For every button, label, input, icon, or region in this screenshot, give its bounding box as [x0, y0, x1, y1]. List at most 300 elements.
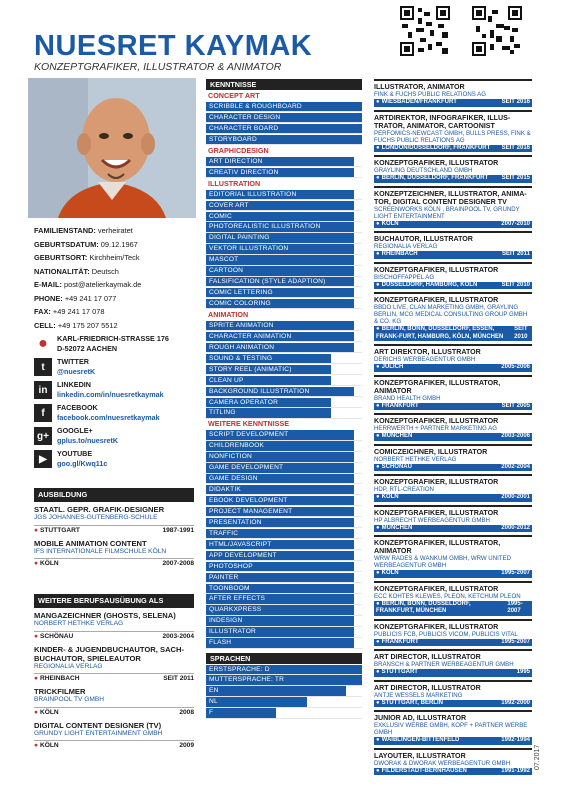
skill-bar — [206, 452, 362, 462]
contact-title: TWITTER — [57, 357, 89, 366]
job-title: KONZEPTGRAFIKER, ILLUSTRATOR — [374, 155, 532, 167]
personal-value: post@atelierkaymak.de — [63, 280, 142, 289]
job-entry — [374, 581, 532, 617]
job-title: ILLUSTRATOR, ANIMATOR — [374, 79, 532, 91]
entry-years: 1987-1991 — [162, 526, 194, 534]
entry-place: ● SCHÖNAU — [34, 632, 74, 640]
education-section — [34, 488, 194, 569]
skill-bar — [206, 102, 362, 112]
job-place: ● WIESBADEN/FRANKFURT — [376, 99, 457, 105]
job-place: ● KÖLN — [376, 494, 399, 500]
skill-label: STORYBOARD — [209, 135, 257, 143]
list-item — [34, 608, 194, 642]
contact-value: D-52072 AACHEN — [57, 343, 118, 353]
personal-value: 09.12.1967 — [100, 239, 138, 249]
job-years: 2003-2006 — [501, 433, 530, 439]
languages-heading: SPRACHEN — [206, 653, 362, 664]
skill-label: CARTOON — [209, 267, 244, 275]
skill-bar — [206, 638, 362, 648]
contact-text — [57, 449, 107, 468]
skill-bar — [206, 190, 362, 200]
location-pin-icon: ● — [376, 699, 380, 706]
skill-label: FLASH — [209, 639, 232, 647]
entry-place: ● KÖLN — [34, 708, 59, 716]
contact-row[interactable] — [34, 426, 194, 445]
entry-footer — [34, 740, 194, 751]
job-company: ANTJE WESSELS MARKETING — [374, 691, 463, 699]
personal-label: GEBURTSDATUM: — [34, 239, 99, 249]
contact-value[interactable]: goo.gl/Kwq11c — [57, 458, 108, 468]
skill-label: ART DIRECTION — [209, 157, 263, 165]
job-title: KONZEPTGRAFIKER, ILLUSTRATOR — [374, 292, 532, 304]
job-company: SCREENWORKS KÖLN , BRAINPOOL TV, GRUNDY LIGHT ENTERTAINMENT — [374, 205, 520, 220]
entry-institution: REGIONALIA VERLAG — [34, 662, 103, 670]
contact-value[interactable]: linkedin.com/in/nuesretkaymak — [57, 389, 164, 399]
job-footer — [374, 525, 532, 533]
skill-bar — [206, 697, 362, 707]
personal-row — [34, 292, 194, 306]
job-place: ● LONDON/DÜSSELDORF, FRANKFURT — [376, 144, 491, 151]
skill-category: ANIMATION — [208, 309, 249, 319]
skill-bar — [206, 222, 362, 232]
skill-label: COMIC COLORING — [209, 300, 271, 307]
job-years: SEIT 2016 — [501, 99, 530, 105]
skill-label: FALSIFICATION (STYLE ADAPTION) — [209, 278, 326, 286]
job-entry — [374, 110, 532, 154]
job-place: ● WAIBLINGEN-BITTENFELD — [376, 737, 460, 743]
job-years: SEIT 2016 — [501, 144, 530, 151]
skill-label: AFTER EFFECTS — [209, 595, 266, 603]
skill-category: WEITERE KENNTNISSE — [208, 419, 290, 429]
location-pin-icon: ● — [376, 638, 380, 645]
job-entry — [374, 535, 532, 579]
skill-label: STORY REEL (ANIMATIC) — [209, 365, 292, 373]
youtube-icon: ▶ — [34, 450, 52, 468]
contact-row[interactable] — [34, 334, 194, 353]
job-footer — [374, 601, 532, 616]
list-item — [34, 684, 194, 718]
skill-label: EDITORIAL ILLUSTRATION — [209, 190, 297, 198]
job-company: REGIONALIA VERLAG — [374, 243, 438, 250]
entry-title: KINDER- & JUGENDBUCHAUTOR, SACH-BUCHAUTOR, SPIELEAUTOR — [34, 644, 185, 663]
job-place: ● MÜNCHEN — [376, 433, 413, 439]
personal-label: NATIONALITÄT: — [34, 266, 90, 276]
entry-institution: IFS INTERNATIONALE FILMSCHULE KÖLN — [34, 547, 167, 555]
skill-label: SCRIBBLE & ROUGHBOARD — [209, 103, 302, 110]
job-title: COMICZEICHNER, ILLUSTRATOR — [374, 444, 532, 456]
personal-row — [34, 251, 194, 265]
skill-bar — [206, 124, 362, 134]
skill-bar — [206, 616, 362, 626]
skill-label: COMIC LETTERING — [209, 289, 273, 297]
entry-footer — [34, 558, 194, 569]
skill-label: INDESIGN — [209, 617, 243, 625]
contact-text — [57, 357, 95, 376]
skill-label: F — [209, 709, 214, 717]
skill-label: EBOOK DEVELOPMENT — [209, 497, 288, 504]
skill-label: QUARKXPRESS — [209, 606, 262, 614]
job-company: WRW RADES & WANKUM GMBH, WRW UNITED WERBEAGENTUR GMBH — [374, 555, 511, 569]
job-footer — [374, 669, 532, 677]
skill-label: SCRIPT DEVELOPMENT — [209, 431, 289, 439]
job-years: 1995-2007 — [507, 600, 523, 614]
contact-title: FACEBOOK — [57, 403, 98, 412]
location-pin-icon: ● — [376, 463, 380, 470]
job-footer — [374, 282, 532, 290]
entry-footer — [34, 631, 194, 642]
job-place: ● KÖLN — [376, 570, 399, 576]
job-title: LAYOUTER, ILLUSTRATOR — [374, 748, 532, 760]
job-company: NORBERT HETHKE VERLAG — [374, 455, 457, 463]
skill-label: NONFICTION — [209, 453, 253, 461]
job-title: ART DIRECTOR, ILLUSTRATOR — [374, 649, 532, 661]
skill-bar-fill — [206, 686, 346, 695]
personal-label: FAX: — [34, 307, 51, 316]
job-title: KONZEPTGRAFIKER, ILLUSTRATOR, ANIMATOR — [374, 535, 532, 555]
job-footer — [374, 433, 532, 441]
skill-bar — [206, 430, 362, 440]
location-pin-icon: ● — [376, 99, 380, 105]
skill-bar — [206, 365, 362, 375]
skill-label: COMIC — [209, 212, 232, 220]
location-pin-icon: ● — [376, 175, 380, 181]
job-years: SEIT 2011 — [501, 251, 530, 257]
skill-bar — [206, 233, 362, 243]
entry-institution: GRUNDY LIGHT ENTERTAINMENT GMBH — [34, 729, 163, 737]
job-years: SEIT 2010 — [501, 281, 530, 288]
entry-years: SEIT 2011 — [163, 675, 194, 682]
job-title: KONZEPTZEICHNER, ILLUSTRATOR, ANIMA-TOR, DIGITAL CONTENT DESIGNER TV — [374, 186, 532, 206]
location-pin-icon: ● — [376, 494, 380, 500]
skill-label: MASCOT — [209, 256, 239, 264]
location-pin-icon: ● — [34, 742, 38, 749]
job-title: KONZEPTGRAFIKER, ILLUSTRATOR — [374, 413, 532, 425]
skill-label: GAME DESIGN — [209, 475, 258, 483]
job-company: EXKLUSIV WERBE GMBH, KOPF + PARTNER WERBE GMBH — [374, 722, 528, 736]
entry-title: MOBILE ANIMATION CONTENT — [34, 538, 147, 548]
job-footer — [374, 768, 532, 776]
job-years: 1992-1994 — [501, 737, 530, 743]
skill-label: COVER ART — [209, 201, 249, 209]
skill-bar — [206, 551, 362, 561]
job-title: KONZEPTGRAFIKER, ILLUSTRATOR, ANIMATOR — [374, 375, 532, 395]
entry-place: ● KÖLN — [34, 742, 59, 749]
job-entry — [374, 375, 532, 412]
skills-heading: KENNTNISSE — [206, 79, 362, 90]
skill-bar — [206, 387, 362, 397]
skill-bar — [206, 398, 362, 408]
contact-text — [57, 334, 169, 353]
job-company: BRAND HEALTH GMBH — [374, 394, 441, 402]
personal-row — [34, 319, 194, 333]
job-entry — [374, 649, 532, 678]
skill-label: CAMERA OPERATOR — [209, 398, 279, 406]
contact-text — [57, 380, 164, 399]
skill-label: ROUGH ANIMATION — [209, 343, 275, 351]
job-place: ● BERLIN, DÜSSELDORF, FRANKFURT — [376, 175, 489, 181]
job-footer — [374, 145, 532, 153]
job-footer — [374, 570, 532, 578]
skill-bar — [206, 665, 362, 675]
skill-bar — [206, 135, 362, 145]
location-pin-icon: ● — [34, 335, 52, 353]
skill-label: TRAFFIC — [209, 529, 239, 537]
job-entry — [374, 344, 532, 373]
job-place: ● FRANKFURT — [376, 638, 419, 645]
job-company: HP ALBRECHT WERBEAGENTUR GMBH — [374, 516, 490, 524]
job-years: 1995 — [516, 669, 530, 675]
skill-bar — [206, 507, 362, 517]
personal-label: E-MAIL: — [34, 280, 62, 289]
job-footer — [374, 494, 532, 502]
job-entry — [374, 231, 532, 260]
skill-label: DIDAKTIK — [209, 486, 242, 494]
entry-place: ● STUTTGART — [34, 526, 80, 534]
skill-label: BACKGROUND ILLUSTRATION — [209, 387, 310, 395]
skill-bar — [206, 299, 362, 309]
location-pin-icon: ● — [376, 433, 380, 439]
job-footer — [374, 737, 532, 745]
skill-bar — [206, 518, 362, 528]
job-entry — [374, 710, 532, 746]
job-footer — [374, 639, 532, 647]
location-pin-icon: ● — [376, 669, 380, 675]
entry-title: MANGAZEICHNER (GHOSTS, SELENA) — [34, 611, 176, 620]
location-pin-icon: ● — [34, 526, 38, 534]
contact-title: KARL-FRIEDRICH-STRASSE 176 — [57, 334, 169, 343]
job-place: ● STUTTGART, BERLIN — [376, 699, 443, 706]
entry-institution: BRAINPOOL TV GMBH — [34, 696, 104, 703]
skill-bar — [206, 496, 362, 506]
contact-value[interactable]: gplus.to/nuesretK — [57, 435, 119, 445]
contact-title: GOOGLE+ — [57, 426, 93, 435]
job-company: BBDO LIVE, CLAN MARKETING GMBH, GRAYLING BERLIN, MCG MEDICAL CONSULTING GROUP GMBH & CO. KG — [374, 304, 528, 325]
job-title: JUNIOR AD, ILLUSTRATOR — [374, 710, 532, 722]
skill-bar — [206, 686, 362, 696]
job-entry — [374, 748, 532, 777]
location-pin-icon: ● — [376, 144, 380, 151]
job-footer — [374, 364, 532, 372]
personal-row — [34, 238, 194, 252]
skill-bar — [206, 288, 362, 298]
skill-bar — [206, 584, 362, 594]
person-subtitle: KONZEPTGRAFIKER, ILLUSTRATOR & ANIMATOR — [34, 61, 282, 73]
job-footer — [374, 221, 532, 229]
skill-bar — [206, 605, 362, 615]
location-pin-icon: ● — [376, 364, 380, 370]
job-title: KONZEPTGRAFIKER, ILLUSTRATOR — [374, 581, 532, 593]
job-company: PERFOMICS-NEWCAST GMBH, BULLS PRESS, FINK & FUCHS PUBLIC RELATIONS AG — [374, 129, 531, 144]
entry-title: TRICKFILMER — [34, 687, 86, 696]
job-place: ● MÜNCHEN — [376, 524, 413, 531]
twitter-icon: t — [34, 358, 52, 376]
job-entry — [374, 444, 532, 473]
skill-label: ILLUSTRATOR — [209, 628, 257, 636]
job-history — [374, 79, 532, 778]
personal-value: +49 241 17 077 — [64, 293, 117, 303]
job-footer — [374, 175, 532, 183]
skill-bar-fill — [206, 708, 276, 717]
skill-label: CLEAN UP — [209, 376, 244, 384]
entry-title: DIGITAL CONTENT DESIGNER (TV) — [34, 720, 162, 730]
job-entry — [374, 505, 532, 534]
job-place: ● JÜLICH — [376, 364, 404, 370]
skill-bar — [206, 255, 362, 265]
personal-label: FAMILIENSTAND: — [34, 226, 96, 235]
skill-label: CHARACTER DESIGN — [209, 113, 281, 121]
job-place: ● BERLIN, BONN, DÜSSELDORF, ESSEN, FRANK-FURT, HAMBURG, KÖLN, MÜNCHEN — [376, 326, 504, 340]
contact-value[interactable]: @nuesretK — [57, 366, 96, 376]
skill-label: PHOTOSHOP — [209, 562, 253, 570]
entry-title: STAATL. GEPR. GRAFIK-DESIGNER — [34, 505, 165, 514]
skill-bar — [206, 627, 362, 637]
job-years: 1995-2007 — [501, 570, 530, 576]
contact-row[interactable] — [34, 357, 194, 376]
job-entry — [374, 413, 532, 442]
skill-bar — [206, 244, 362, 254]
skill-category: CONCEPT ART — [208, 91, 260, 100]
location-pin-icon: ● — [376, 251, 380, 257]
job-place: ● RHEINBACH — [376, 251, 418, 257]
job-years: 1992-2000 — [501, 699, 530, 706]
personal-label: GEBURTSORT: — [34, 253, 88, 262]
job-footer — [374, 700, 532, 708]
job-title: ARTDIREKTOR, INFOGRAFIKER, ILLUS-TRATOR, ANIMATOR, CARTOONIST — [374, 110, 532, 130]
job-title: ART DIREKTOR, ILLUSTRATOR — [374, 344, 532, 356]
job-years: 2000-2001 — [501, 494, 530, 500]
skill-bar — [206, 708, 362, 718]
skill-label: MUTTERSPRACHE: TR — [209, 676, 285, 684]
skill-bar — [206, 321, 362, 331]
skill-bar — [206, 266, 362, 276]
skill-label: NL — [209, 698, 218, 706]
job-place: ● FRANKFURT — [376, 402, 419, 409]
contact-row[interactable] — [34, 380, 194, 399]
skill-bar — [206, 408, 362, 418]
list-item — [34, 718, 194, 752]
skill-label: PHOTOREALISTIC ILLUSTRATION — [209, 223, 321, 231]
skill-label: EN — [209, 687, 219, 695]
contact-text — [57, 426, 118, 445]
skill-label: CHARACTER BOARD — [209, 124, 279, 132]
skill-label: VEKTOR ILLUSTRATION — [209, 245, 289, 253]
job-years: 1995-2007 — [501, 638, 530, 645]
job-entry — [374, 155, 532, 184]
entry-institution: NORBERT HETHKE VERLAG — [34, 620, 124, 627]
skill-bar — [206, 113, 362, 123]
personal-info — [34, 224, 194, 332]
entry-years: 2008 — [179, 708, 194, 716]
skill-bar — [206, 529, 362, 539]
job-entry — [374, 292, 532, 342]
job-company: BRANSCH & PARTNER WERBEAGENTUR GMBH — [374, 661, 514, 668]
job-entry — [374, 474, 532, 503]
job-company: HERRWERTH + PARTNER MARKETING AG — [374, 425, 497, 432]
job-years: 2000-2012 — [501, 524, 530, 531]
qr-code-icon — [400, 6, 450, 56]
job-years: 2007-2010 — [501, 220, 530, 227]
googleplus-icon: g+ — [34, 427, 52, 445]
qr-code-icon — [472, 6, 522, 56]
job-years: SEIT 2015 — [501, 175, 530, 181]
skill-label: CHARACTER ANIMATION — [209, 332, 292, 340]
skill-label: PRESENTATION — [209, 518, 262, 526]
location-pin-icon: ● — [376, 767, 380, 774]
section-heading: AUSBILDUNG — [34, 488, 194, 502]
skill-bar — [206, 354, 362, 364]
job-company: GRAYLING DEUTSCHLAND GMBH — [374, 167, 473, 174]
skill-label: PAINTER — [209, 573, 239, 581]
contact-title: LINKEDIN — [57, 380, 91, 389]
skills-section — [206, 79, 362, 719]
facebook-icon: f — [34, 404, 52, 422]
personal-value: Kirchheim/Teck — [89, 253, 140, 262]
job-title: KONZEPTGRAFIKER, ILLUSTRATOR — [374, 262, 532, 274]
personal-row — [34, 278, 194, 292]
job-company: DWORAK & DWORAK WERBEAGENTUR GMBH — [374, 759, 511, 767]
personal-row — [34, 305, 194, 319]
job-place: ● DÜSSELDORF, HAMBURG, KÖLN — [376, 281, 478, 288]
skill-bar — [206, 441, 362, 451]
job-footer — [374, 326, 532, 341]
personal-row — [34, 224, 194, 238]
personal-value: verheiratet — [97, 226, 133, 235]
job-place: ● FILDERSTADT-BERNHAUSEN — [376, 767, 467, 774]
location-pin-icon: ● — [376, 570, 380, 576]
job-title: BUCHAUTOR, ILLUSTRATOR — [374, 231, 532, 243]
further-section — [34, 594, 194, 751]
contact-links — [34, 334, 194, 472]
skill-bar — [206, 562, 362, 572]
skill-label: HTML/JAVASCRIPT — [209, 540, 272, 548]
contact-row[interactable] — [34, 449, 194, 468]
skill-label: SOUND & TESTING — [209, 354, 273, 362]
contact-text — [57, 403, 160, 422]
job-footer — [374, 403, 532, 411]
section-heading: WEITERE BERUFSAUSÜBUNG ALS — [34, 594, 194, 608]
job-footer — [374, 251, 532, 259]
profile-photo — [28, 78, 196, 218]
job-entry — [374, 619, 532, 648]
skill-bar — [206, 540, 362, 550]
skill-label: APP DEVELOPMENT — [209, 551, 277, 559]
person-name: NUESRET KAYMAK — [34, 30, 313, 62]
job-title: KONZEPTGRAFIKER, ILLUSTRATOR — [374, 505, 532, 517]
job-company: DERICHS WERBEAGENTUR GMBH — [374, 356, 476, 363]
skill-bar — [206, 376, 362, 386]
job-place: ● STUTTGART — [376, 669, 418, 675]
skill-label: DIGITAL PAINTING — [209, 234, 270, 242]
skill-bar — [206, 573, 362, 583]
contact-row[interactable] — [34, 403, 194, 422]
skill-bar — [206, 675, 362, 685]
entry-institution: JGS JOHANNES-GUTENBERG-SCHULE — [34, 514, 158, 521]
skill-bar — [206, 463, 362, 473]
skill-bar-fill — [206, 697, 307, 706]
entry-footer — [34, 707, 194, 718]
job-company: HDP, RTL-CREATION — [374, 486, 434, 493]
entry-footer — [34, 525, 194, 536]
skill-bar — [206, 277, 362, 287]
contact-value[interactable]: facebook.com/nuesretkaymak — [57, 412, 160, 422]
skill-bar — [206, 201, 362, 211]
entry-place: ● KÖLN — [34, 560, 59, 567]
skill-bar — [206, 594, 362, 604]
job-title: ART DIRECTOR, ILLUSTRATOR — [374, 680, 532, 692]
skill-category: GRAPHICDESIGN — [208, 145, 269, 155]
skill-label: ERSTSPRACHE: D — [209, 665, 270, 673]
skill-bar — [206, 343, 362, 353]
